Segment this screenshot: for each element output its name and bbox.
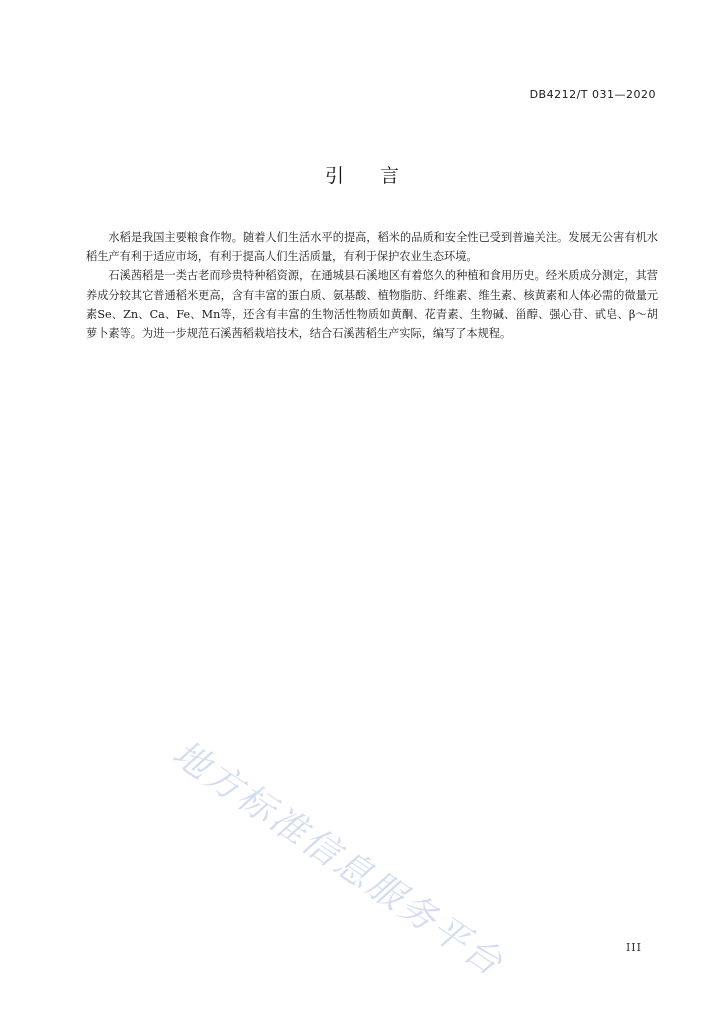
- document-code: DB4212/T 031—2020: [529, 88, 656, 101]
- paragraph-2: 石溪茜稻是一类古老而珍贵特种稻资源，在通城县石溪地区有着悠久的种植和食用历史。经米质成分测定，其营养成分较其它普通稻米更高，含有丰富的蛋白质、氨基酸、植物脂肪、纤维素、维生素、核黄素和人体必需的微量元素Se、Zn、Ca、Fe、Mn等，还含有丰富的生物活性物质如黄酮、花青素、生物碱、甾醇、强心苷、甙皂、β～胡萝卜素等。为进一步规范石溪茜稻栽培技术，结合石溪茜稻生产实际，编写了本规程。: [86, 269, 658, 341]
- body-text: [86, 228, 658, 343]
- paragraph-1: 水稻是我国主要粮食作物。随着人们生活水平的提高，稻米的品质和安全性已受到普遍关注。发展无公害有机水稻生产有利于适应市场，有利于提高人们生活质量，有利于保护农业生态环境。: [86, 231, 658, 264]
- page-title: 引言: [324, 165, 435, 187]
- watermark-text: 地方标准信息服务平台: [164, 732, 512, 986]
- page-number: III: [625, 941, 642, 954]
